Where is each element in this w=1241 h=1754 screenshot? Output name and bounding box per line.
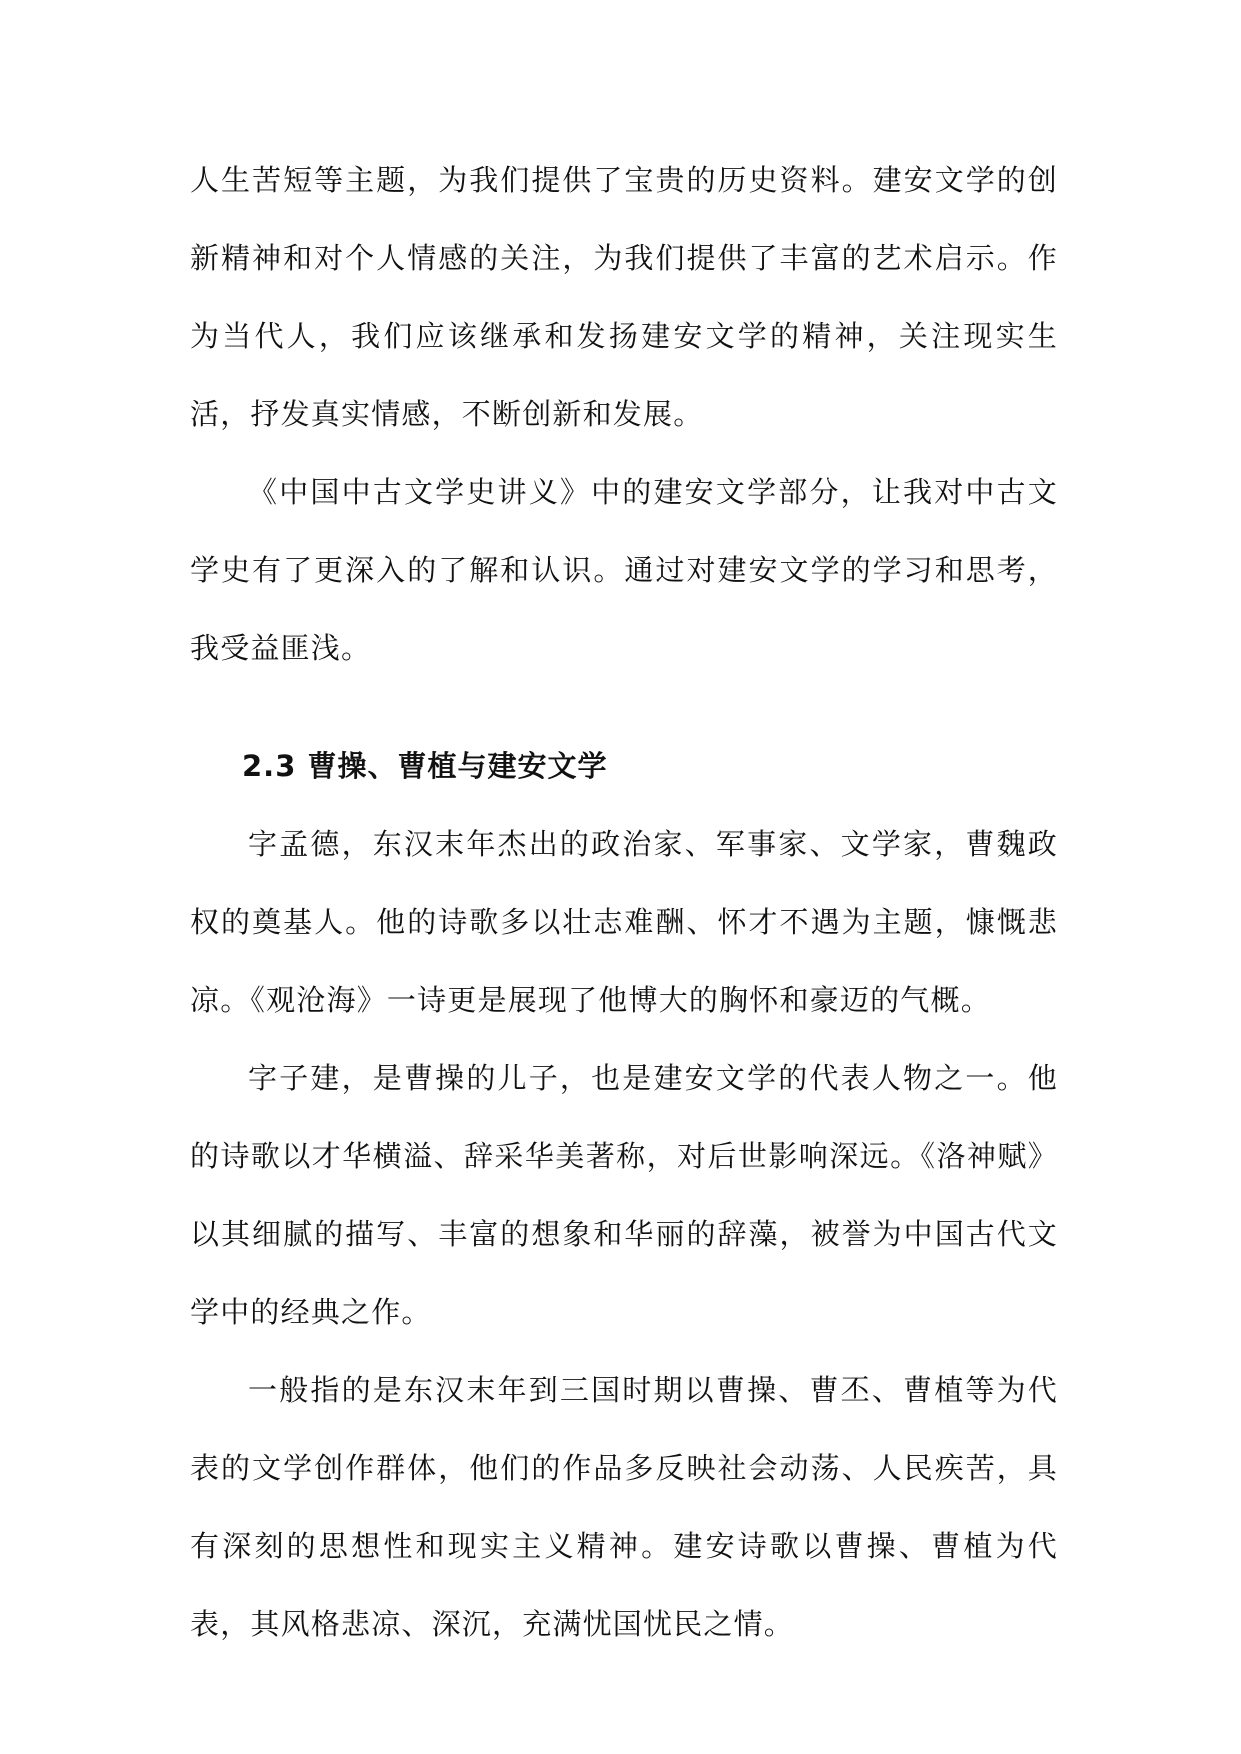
- section-heading: 2.3 曹操、曹植与建安文学: [242, 749, 608, 783]
- paragraph-jian-an-literature: 一般指的是东汉末年到三国时期以曹操、曹丕、曹植等为代表的文学创作群体，他们的作品多反映社会动荡、人民疾苦，具有深刻的思想性和现实主义精神。建安诗歌以曹操、曹植为代表，其风格悲凉、深沉，充满忧国忧民之情。: [190, 1373, 1058, 1641]
- paragraph-cao-cao: 字孟德，东汉末年杰出的政治家、军事家、文学家，曹魏政权的奠基人。他的诗歌多以壮志难酬、怀才不遇为主题，慷慨悲凉。《观沧海》一诗更是展现了他博大的胸怀和豪迈的气概。: [190, 827, 1058, 1017]
- paragraph-reflection: 《中国中古文学史讲义》中的建安文学部分，让我对中古文学史有了更深入的了解和认识。通过对建安文学的学习和思考，我受益匪浅。: [190, 475, 1058, 665]
- paragraph-cao-zhi: 字子建，是曹操的儿子，也是建安文学的代表人物之一。他的诗歌以才华横溢、辞采华美著称，对后世影响深远。《洛神赋》以其细腻的描写、丰富的想象和华丽的辞藻，被誉为中国古代文学中的经典之作。: [190, 1061, 1058, 1329]
- document-body: [190, 141, 1058, 1663]
- paragraph-continued: 人生苦短等主题，为我们提供了宝贵的历史资料。建安文学的创新精神和对个人情感的关注，为我们提供了丰富的艺术启示。作为当代人，我们应该继承和发扬建安文学的精神，关注现实生活，抒发真实情感，不断创新和发展。: [190, 163, 1058, 431]
